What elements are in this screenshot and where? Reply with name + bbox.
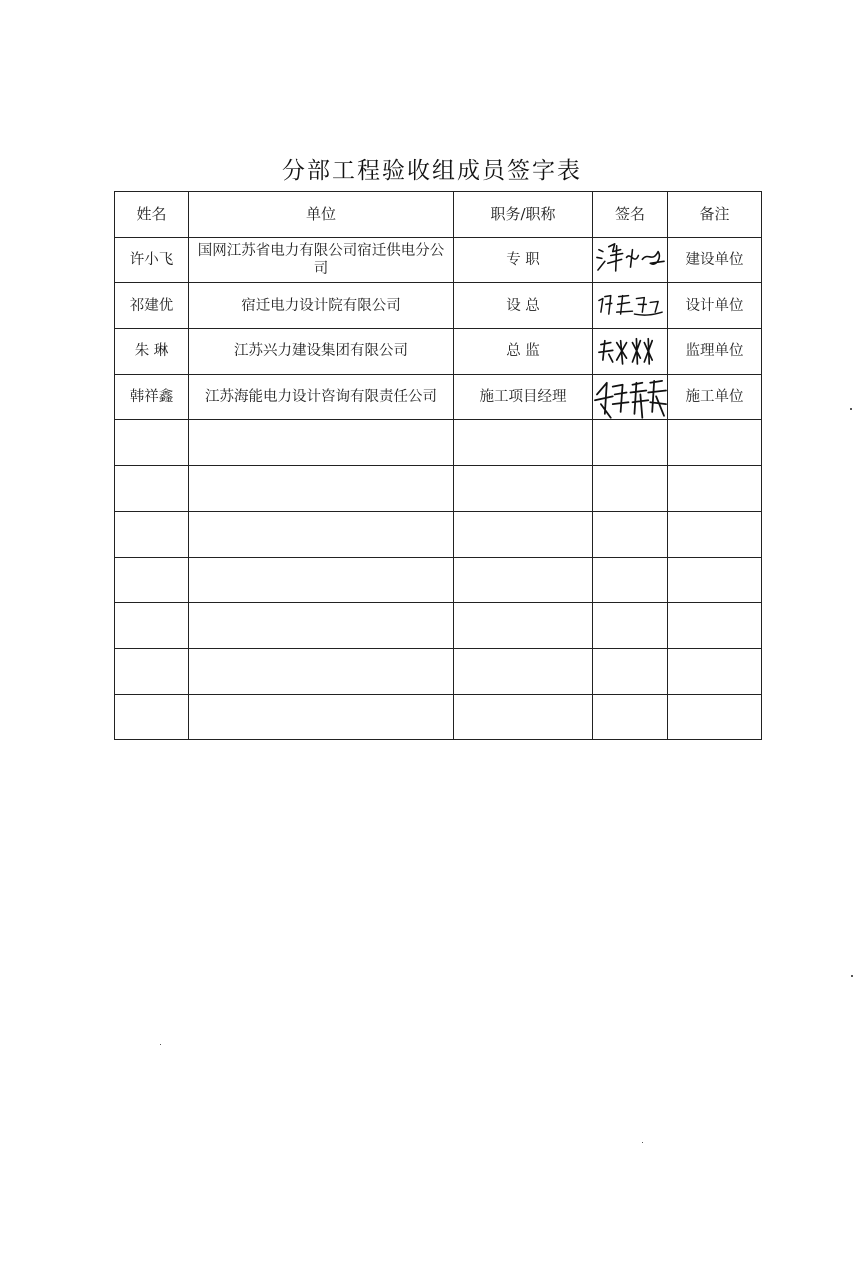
- table-row: [115, 466, 762, 512]
- cell-unit: 国网江苏省电力有限公司宿迁供电分公司: [189, 237, 454, 283]
- cell-unit: 江苏海能电力设计咨询有限责任公司: [189, 374, 454, 420]
- table-row: [115, 283, 762, 329]
- handwritten-signature: [593, 375, 667, 420]
- table-row: [115, 420, 762, 466]
- cell-position: 施工项目经理: [454, 374, 593, 420]
- table-row: [115, 237, 762, 283]
- handwritten-signature: [593, 283, 667, 328]
- cell-remark: 设计单位: [668, 283, 762, 329]
- handwritten-signature: [593, 238, 667, 283]
- cell-position: 设 总: [454, 283, 593, 329]
- cell-remark: 施工单位: [668, 374, 762, 420]
- signature-table: [114, 191, 762, 740]
- table-row: [115, 511, 762, 557]
- table-row: [115, 329, 762, 375]
- header-position: 职务/职称: [454, 192, 593, 238]
- cell-remark: 监理单位: [668, 329, 762, 375]
- header-signature: 签名: [593, 192, 668, 238]
- cell-name: 祁建优: [115, 283, 189, 329]
- table-header-row: [115, 192, 762, 238]
- page-title: 分部工程验收组成员签字表: [282, 158, 582, 184]
- cell-signature: [593, 329, 668, 375]
- cell-name: 朱 琳: [115, 329, 189, 375]
- handwritten-signature: [593, 329, 667, 374]
- table-row: [115, 557, 762, 603]
- cell-signature: [593, 283, 668, 329]
- scan-speck: [850, 408, 852, 410]
- cell-signature: [593, 237, 668, 283]
- cell-position: 总 监: [454, 329, 593, 375]
- header-name: 姓名: [115, 192, 189, 238]
- cell-unit: 江苏兴力建设集团有限公司: [189, 329, 454, 375]
- cell-name: 许小飞: [115, 237, 189, 283]
- scan-speck: [160, 1044, 161, 1045]
- table-row: [115, 374, 762, 420]
- table-row: [115, 603, 762, 649]
- header-unit: 单位: [189, 192, 454, 238]
- cell-signature: [593, 374, 668, 420]
- table-row: [115, 648, 762, 694]
- table-row: [115, 694, 762, 740]
- cell-name: 韩祥鑫: [115, 374, 189, 420]
- cell-remark: 建设单位: [668, 237, 762, 283]
- scan-speck: [851, 975, 853, 977]
- cell-position: 专 职: [454, 237, 593, 283]
- scan-speck: [642, 1142, 643, 1143]
- header-remark: 备注: [668, 192, 762, 238]
- cell-unit: 宿迁电力设计院有限公司: [189, 283, 454, 329]
